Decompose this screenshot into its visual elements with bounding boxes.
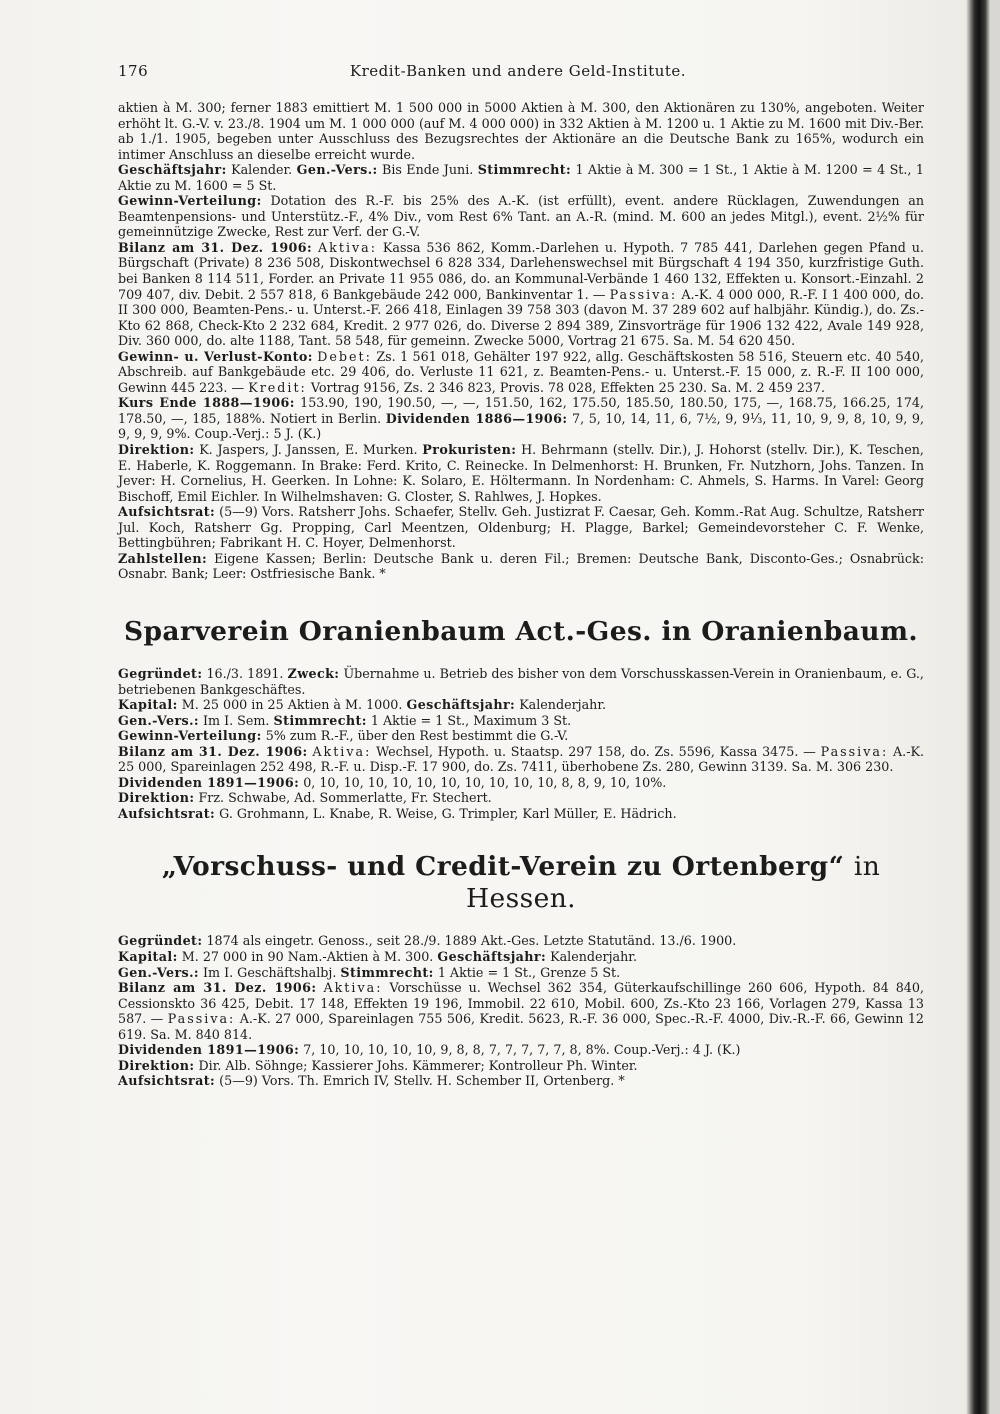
- capital-history: aktien à M. 300; ferner 1883 emittiert M. 1 500 000 in 5000 Aktien à M. 300, den Aktionären zu 130%, angeboten. Weiter erhöht lt. G.-V. v. 23./8. 1904 um M. 1 000 000 (auf M. 4 000 000) in 332 Aktien à M. 1200 u. 1 Aktie zu M. 1600 mit Div.-Ber. ab 1./1. 1905, begeben unter Ausschluss des Bezugsrechtes der Aktionäre an die Deutsche Bank zu 165%, wodurch ein intimer Anschluss an dieselbe erreicht wurde.: [118, 100, 924, 162]
- share-prices: Kurs Ende 1888—1906: 153.90, 190, 190.50, —, —, 151.50, 162, 175.50, 185.50, 180.50, 175, —, 168.75, 166.25, 174, 178.50, —, 185, 188%. Notiert in Berlin. Dividenden 1886—1906: 7, 5, 10, 14, 11, 6, 7½, 9, 9⅓, 11, 10, 9, 9, 8, 10, 9, 9, 9, 9, 9, 9%. Coup.-Verj.: 5 J. (K.): [118, 395, 924, 442]
- page-edge: [990, 0, 1000, 1414]
- book-spine-shadow: [966, 0, 990, 1414]
- management: Direktion: K. Jaspers, J. Janssen, E. Murken. Prokuristen: H. Behrmann (stellv. Dir.), J. Hohorst (stellv. Dir.), K. Teschen, E. Haberle, K. Roggemann. In Brake: Ferd. Krito, C. Reinecke. In Delmenhorst: H. Brunken, Fr. Nutzhorn, Johs. Tanzen. In Jever: H. Cornelius, H. Geerken. In Lohne: K. Solaro, E. Höltermann. In Nordenham: C. Ahmels, S. Harms. In Varel: Georg Bischoff, Emil Eichler. In Wilhelmshaven: G. Closter, S. Rahlwes, J. Hopkes.: [118, 442, 924, 504]
- meeting-vote-line: Gen.-Vers.: Im I. Geschäftshalbj. Stimmrecht: 1 Aktie = 1 St., Grenze 5 St.: [118, 964, 621, 980]
- dividends: Dividenden 1891—1906: 0, 10, 10, 10, 10, 10, 10, 10, 10, 10, 10, 8, 8, 9, 10, 10%.: [118, 774, 667, 790]
- management: Direktion: Frz. Schwabe, Ad. Sommerlatte, Fr. Stechert.: [118, 790, 492, 806]
- supervisory-board: Aufsichtsrat: (5—9) Vors. Ratsherr Johs. Schaefer, Stellv. Geh. Justizrat F. Caesar, Geh. Komm.-Rat Aug. Schultze, Ratsherr Jul. Koch, Ratsherr Gg. Propping, Carl Meentzen, Oldenburg; H. Plagge, Barkel; Gemeindevorsteher C. F. Wenke, Bettingbühren; Fabrikant H. C. Hoyer, Delmenhorst.: [118, 504, 924, 551]
- supervisory-board: Aufsichtsrat: G. Grohmann, L. Knabe, R. Weise, G. Trimpler, Karl Müller, E. Hädrich.: [118, 805, 677, 821]
- supervisory-board: Aufsichtsrat: (5—9) Vors. Th. Emrich IV, Stellv. H. Schember II, Ortenberg. *: [118, 1073, 625, 1089]
- page-body: [118, 100, 924, 1089]
- company-title: Sparverein Oranienbaum Act.-Ges. in Oranienbaum.: [123, 615, 919, 647]
- capital-line: Kapital: M. 27 000 in 90 Nam.-Aktien à M. 300. Geschäftsjahr: Kalenderjahr.: [118, 948, 637, 964]
- balance-sheet: Bilanz am 31. Dez. 1906: Aktiva: Kassa 536 862, Komm.-Darlehen u. Hypoth. 7 785 441, Darlehen gegen Pfand u. Bürgschaft (Private) 8 236 508, Diskontwechsel 6 828 334, Darlehenswechsel mit Bürgschaft 4 194 350, kurzfristige Guth. bei Banken 8 114 511, Forder. an Private 11 955 086, do. an Kommunal-Verbände 1 460 132, Effekten u. Konsort.-Einzahl. 2 709 407, div. Debit. 2 557 818, 6 Bankgebäude 242 000, Bankinventar 1. — Passiva: A.-K. 4 000 000, R.-F. I 1 400 000, do. II 300 000, Beamten-Pens.- u. Unterst.-F. 266 418, Einlagen 39 758 303 (davon M. 37 289 602 auf halbjähr. Kündig.), do. Zs.-Kto 62 868, Check-Kto 2 232 684, Kredit. 2 977 026, do. Diverse 2 894 389, Zinsvorträge für 1906 132 422, Avale 149 928, Div. 360 000, do. alte 1188, Tant. 58 548, für gemeinn. Zwecke 5000, Vortrag 21 675. Sa. M. 54 620 450.: [118, 239, 924, 349]
- management: Direktion: Dir. Alb. Söhnge; Kassierer Johs. Kämmerer; Kontrolleur Ph. Winter.: [118, 1057, 638, 1073]
- founding-line: Gegründet: 1874 als eingetr. Genoss., seit 28./9. 1889 Akt.-Ges. Letzte Statutänd. 13./6. 1900.: [118, 933, 737, 949]
- profit-distribution: Gewinn-Verteilung: Dotation des R.-F. bis 25% des A.-K. (ist erfüllt), event. andere Rücklagen, Zuwendungen an Beamtenpensions- und Unterstütz.-F., 4% Div., vom Rest 6% Tant. an A.-R. (mind. M. 600 an jedes Mitgl.), event. 2½% für gemeinnützige Zwecke, Rest zur Verf. der G.-V.: [118, 193, 924, 240]
- section-continued-bank: [118, 100, 924, 582]
- meeting-vote-line: Gen.-Vers.: Im I. Sem. Stimmrecht: 1 Aktie = 1 St., Maximum 3 St.: [118, 712, 572, 728]
- dividends: Dividenden 1891—1906: 7, 10, 10, 10, 10, 10, 9, 8, 8, 7, 7, 7, 7, 7, 8, 8%. Coup.-Verj.: 4 J. (K.): [118, 1042, 741, 1058]
- founding-purpose: Gegründet: 16./3. 1891. Zweck: Übernahme u. Betrieb des bisher von dem Vorschusskassen-Verein in Oranienbaum, e. G., betriebenen Bankgeschäftes.: [118, 665, 924, 697]
- paying-agents: Zahlstellen: Eigene Kassen; Berlin: Deutsche Bank u. deren Fil.; Bremen: Deutsche Bank, Disconto-Ges.; Osnabrück: Osnabr. Bank; Leer: Ostfriesische Bank. *: [118, 550, 924, 582]
- section-vorschuss-credit-verein-ortenberg: [118, 851, 924, 1088]
- page-number: 176: [118, 62, 149, 80]
- balance-sheet: Bilanz am 31. Dez. 1906: Aktiva: Wechsel, Hypoth. u. Staatsp. 297 158, do. Zs. 5596, Kassa 3475. — Passiva: A.-K. 25 000, Spareinlagen 252 498, R.-F. u. Disp.-F. 17 900, do. Zs. 7411, überhobene Zs. 280, Gewinn 3139. Sa. M. 306 230.: [118, 743, 924, 775]
- meta-line: Geschäftsjahr: Kalender. Gen.-Vers.: Bis Ende Juni. Stimmrecht: 1 Aktie à M. 300 = 1 St., 1 Aktie à M. 1200 = 4 St., 1 Aktie zu M. 1600 = 5 St.: [118, 162, 924, 193]
- profit-loss-account: Gewinn- u. Verlust-Konto: Debet: Zs. 1 561 018, Gehälter 197 922, allg. Geschäftskosten 58 516, Steuern etc. 40 540, Abschreib. auf Bankgebäude etc. 29 406, do. Verluste 11 621, z. Beamten-Pens.- u. Unterst.-F. 15 000, z. R.-F. II 100 000, Gewinn 445 223. — Kredit: Vortrag 9156, Zs. 2 346 823, Provis. 78 028, Effekten 25 230. Sa. M. 2 459 237.: [118, 348, 924, 395]
- company-title: „Vorschuss- und Credit-Verein zu Ortenberg“ in Hessen.: [161, 851, 881, 915]
- capital-line: Kapital: M. 25 000 in 25 Aktien à M. 1000. Geschäftsjahr: Kalenderjahr.: [118, 697, 607, 713]
- balance-sheet: Bilanz am 31. Dez. 1906: Aktiva: Vorschüsse u. Wechsel 362 354, Güterkaufschillinge 260 606, Hypoth. 84 840, Cessionskto 36 425, Debit. 17 148, Effekten 19 196, Immobil. 22 610, Mobil. 600, Zs.-Kto 23 166, Vorlagen 279, Kassa 13 587. — Passiva: A.-K. 27 000, Spareinlagen 755 506, Kredit. 5623, R.-F. 36 000, Spec.-R.-F. 4000, Div.-R.-F. 66, Gewinn 12 619. Sa. M. 840 814.: [118, 980, 924, 1042]
- running-header: [118, 62, 918, 86]
- section-sparverein-oranienbaum: [118, 616, 924, 821]
- profit-distribution: Gewinn-Verteilung: 5% zum R.-F., über den Rest bestimmt die G.-V.: [118, 728, 569, 744]
- running-title: Kredit-Banken und andere Geld-Institute.: [349, 62, 687, 80]
